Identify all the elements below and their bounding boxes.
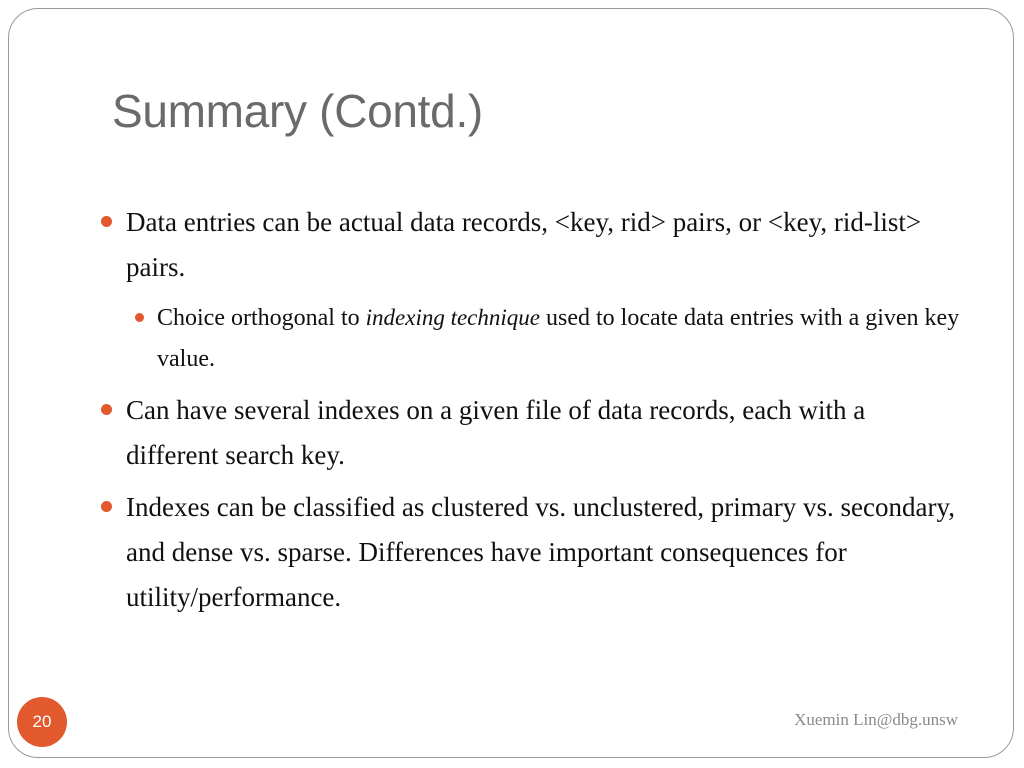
footer-author: Xuemin Lin@dbg.unsw [794,710,958,729]
bullet-item [100,200,960,290]
page-number-badge [17,697,67,747]
sub-bullet-emphasis: indexing technique [365,305,540,330]
bullet-text: Indexes can be classified as clustered vs. unclustered, primary vs. secondary, and dense vs. sparse. Differences have important consequences for utility/performance. [126,492,955,612]
slide-content [100,200,960,627]
bullet-item [100,485,960,620]
page-number: 20 [32,712,52,731]
sub-bullet-text-before: Choice orthogonal to [157,305,366,331]
bullet-dot-icon [101,216,112,227]
bullet-dot-icon [101,501,112,512]
bullet-text: Data entries can be actual data records, <key, rid> pairs, or <key, rid-list> pairs. [126,207,922,282]
sub-bullet-text-after: used to locate data entries with a given key value. [157,305,960,372]
bullet-dot-icon [101,404,112,415]
bullet-text: Can have several indexes on a given file of data records, each with a different search key. [126,395,866,470]
slide-title: Summary (Contd.) [112,85,483,137]
sub-bullet-item [133,297,960,380]
sub-bullet-dot-icon [135,313,144,322]
bullet-item [100,388,960,478]
